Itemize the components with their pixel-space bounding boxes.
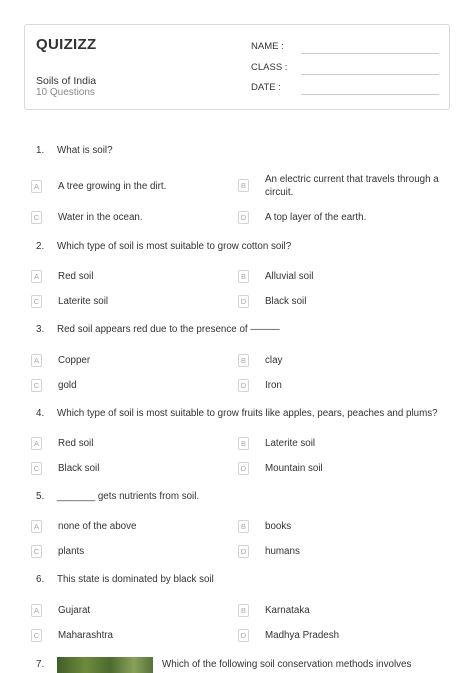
option-letter-box: B xyxy=(238,604,249,617)
option-letter-box: C xyxy=(31,211,42,224)
option-letter-box: A xyxy=(31,180,42,193)
option-letter-box: B xyxy=(238,270,249,283)
option-text: humans xyxy=(265,546,300,557)
question-count: 10 Questions xyxy=(36,87,95,98)
option-text: Iron xyxy=(265,380,282,391)
option-text: An electric current that travels through a circuit. xyxy=(265,174,439,198)
class-label: CLASS : xyxy=(251,62,288,73)
question-text: This state is dominated by black soil xyxy=(57,574,214,585)
option-letter-box: A xyxy=(31,354,42,367)
option-letter-box: D xyxy=(238,295,249,308)
question-number: 7. xyxy=(36,659,45,670)
option-letter-box: D xyxy=(238,211,249,224)
class-line[interactable] xyxy=(301,74,439,75)
option-text: Laterite soil xyxy=(265,438,316,449)
question-number: 2. xyxy=(36,241,45,252)
question-number: 1. xyxy=(36,145,45,156)
option-text: gold xyxy=(58,380,77,391)
option-letter-box: A xyxy=(31,437,42,450)
question-text: _______ gets nutrients from soil. xyxy=(57,491,200,502)
worksheet-title: Soils of India xyxy=(36,75,97,87)
option-letter-box: A xyxy=(31,520,42,533)
question-number: 5. xyxy=(36,491,45,502)
question-text: What is soil? xyxy=(57,145,113,156)
option-text: Karnataka xyxy=(265,605,310,616)
name-line[interactable] xyxy=(301,53,439,54)
option-letter-box: A xyxy=(31,270,42,283)
option-text: Water in the ocean. xyxy=(58,212,143,223)
option-text: books xyxy=(265,521,292,532)
option-text: A tree growing in the dirt. xyxy=(58,181,167,192)
question-text: Which of the following soil conservation methods involves xyxy=(162,659,412,670)
option-letter-box: C xyxy=(31,462,42,475)
option-text: Black soil xyxy=(58,463,100,474)
date-label: DATE : xyxy=(251,82,281,93)
option-text: Copper xyxy=(58,355,91,366)
option-letter-box: B xyxy=(238,437,249,450)
option-text: none of the above xyxy=(58,521,137,532)
question-text: Red soil appears red due to the presence of ——— xyxy=(57,324,280,335)
option-letter-box: A xyxy=(31,604,42,617)
option-text: Maharashtra xyxy=(58,630,113,641)
option-text: Laterite soil xyxy=(58,296,109,307)
worksheet-header xyxy=(24,24,450,110)
option-text: A top layer of the earth. xyxy=(265,212,367,223)
quizizz-logo: QUIZIZZ xyxy=(36,36,97,53)
option-text: Red soil xyxy=(58,271,94,282)
date-field xyxy=(251,82,281,93)
option-letter-box: D xyxy=(238,379,249,392)
option-letter-box: D xyxy=(238,629,249,642)
name-label: NAME : xyxy=(251,41,284,52)
question-text: Which type of soil is most suitable to grow fruits like apples, pears, peaches and plums? xyxy=(57,408,438,419)
question-text: Which type of soil is most suitable to grow cotton soil? xyxy=(57,241,292,252)
question-image xyxy=(57,657,153,673)
option-text: clay xyxy=(265,355,283,366)
option-text: Mountain soil xyxy=(265,463,323,474)
option-text: plants xyxy=(58,546,85,557)
name-field xyxy=(251,41,284,52)
option-text: Alluvial soil xyxy=(265,271,314,282)
option-letter-box: C xyxy=(31,295,42,308)
question-number: 6. xyxy=(36,574,45,585)
option-text: Red soil xyxy=(58,438,94,449)
class-field xyxy=(251,62,287,73)
option-letter-box: B xyxy=(238,520,249,533)
option-letter-box: B xyxy=(238,354,249,367)
option-text: Gujarat xyxy=(58,605,91,616)
option-letter-box: C xyxy=(31,545,42,558)
option-text: Black soil xyxy=(265,296,307,307)
option-letter-box: D xyxy=(238,545,249,558)
option-letter-box: C xyxy=(31,629,42,642)
option-letter-box: B xyxy=(238,179,249,192)
option-text: Madhya Pradesh xyxy=(265,630,340,641)
option-letter-box: D xyxy=(238,462,249,475)
date-line[interactable] xyxy=(301,94,439,95)
question-number: 4. xyxy=(36,408,45,419)
option-letter-box: C xyxy=(31,379,42,392)
question-number: 3. xyxy=(36,324,45,335)
